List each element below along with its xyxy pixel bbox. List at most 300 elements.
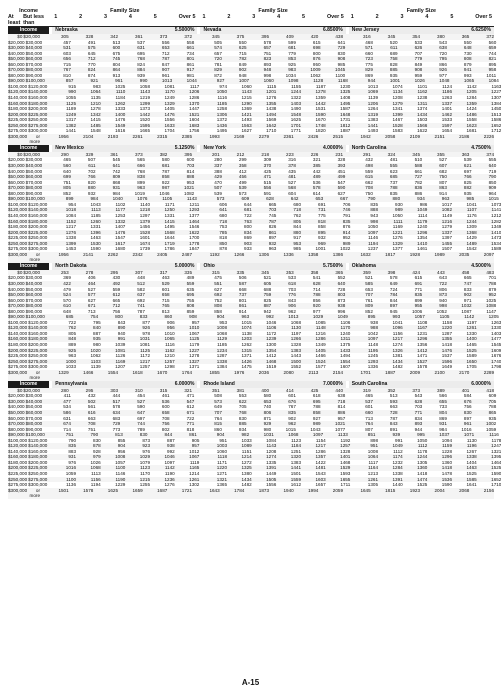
tax-cell: 1632 — [360, 251, 371, 257]
tax-cell: 573 — [238, 190, 247, 196]
tax-cell: 609 — [241, 196, 250, 202]
tax-cell: 351 — [212, 387, 220, 393]
tax-cell: 585 — [365, 280, 373, 286]
tax-cell: 808 — [214, 303, 222, 309]
tax-cell: 335 — [236, 269, 245, 275]
tax-cell: 825 — [263, 297, 272, 303]
tax-cell: 375 — [236, 34, 245, 39]
tax-cell: 950 — [312, 61, 321, 67]
tax-cell: 993 — [463, 72, 472, 78]
tax-cell: 882 — [463, 185, 472, 191]
tax-cell: 527 — [137, 398, 145, 404]
tax-cell: 751 — [263, 50, 272, 56]
tax-cell: 795 — [439, 56, 447, 62]
state-rate: 5.7500% — [322, 262, 343, 269]
tax-cell: 712 — [161, 50, 170, 56]
tax-cell: 1046 — [266, 319, 277, 325]
tax-cell: 935 — [463, 190, 472, 196]
tax-cell: 1244 — [417, 454, 428, 460]
tax-cell: 899 — [65, 196, 74, 202]
tax-cell: 958 — [488, 67, 497, 73]
tax-cell: 1641 — [466, 482, 477, 488]
tax-cell: 414 — [286, 387, 294, 393]
income-less-than: or more — [29, 487, 40, 499]
tax-cell: 1375 — [340, 341, 351, 347]
tax-cell: 737 — [238, 292, 247, 298]
income-less-than: $20,000 — [23, 387, 40, 393]
tax-cell: 1513 — [491, 111, 501, 117]
tax-cell: 465 — [63, 157, 71, 163]
income-at-least: $90,000 — [8, 78, 25, 84]
tax-cell: 558 — [186, 39, 195, 45]
tax-cell: 904 — [216, 432, 225, 438]
tax-cell: 1185 — [217, 100, 228, 106]
tax-cell: 935 — [488, 415, 497, 421]
tax-cell: 1156 — [392, 330, 403, 336]
tax-cell: 802 — [161, 426, 170, 432]
income-less-than: $30,000 — [25, 39, 43, 45]
income-at-least: $0 — [17, 151, 23, 157]
tax-cell: 953 — [293, 240, 302, 246]
tax-cell: 1002 — [486, 421, 497, 427]
block-header — [8, 145, 494, 152]
tax-cell: 1410 — [491, 229, 501, 235]
tax-cell: 1130 — [466, 437, 477, 443]
tax-cell: 505 — [214, 39, 222, 45]
tax-cell: 354 — [412, 34, 421, 39]
tax-cell: 856 — [312, 297, 321, 303]
tax-cell: 976 — [68, 459, 77, 465]
tax-cell: 398 — [387, 269, 396, 275]
tax-cell: 566 — [439, 393, 447, 399]
tax-cell: 278 — [85, 269, 94, 275]
tax-cell: 788 — [312, 404, 321, 410]
tax-cell: 1068 — [290, 319, 302, 325]
tax-cell: 1168 — [337, 78, 348, 84]
tax-cell: 491 — [87, 39, 96, 45]
tax-cell: 1087 — [461, 308, 472, 314]
tax-cell: 470 — [214, 179, 222, 185]
tax-cell: 667 — [340, 196, 348, 202]
tax-cell: 1031 — [139, 336, 151, 342]
tax-cell: 744 — [488, 50, 497, 56]
income-less-than: $180,000 — [28, 336, 48, 342]
tax-cell: 1652 — [491, 122, 501, 128]
income-label: Income — [8, 27, 49, 34]
tax-cell: 1114 — [417, 212, 428, 218]
tax-cell: 1359 — [466, 100, 477, 106]
tax-cell: 1142 — [466, 83, 477, 89]
tax-cell: 1700 — [189, 235, 200, 241]
tax-cell: 393 — [337, 163, 346, 169]
tax-cell: 1211 — [189, 201, 200, 207]
tax-cell: 1276 — [65, 229, 77, 235]
tax-cell: 989 — [312, 421, 321, 427]
tax-cell: 1179 — [417, 218, 428, 224]
tax-cell: 1100 — [335, 72, 346, 78]
tax-cell: 1521 — [189, 111, 200, 117]
tax-cell: 927 — [312, 415, 321, 421]
block-header — [8, 27, 494, 34]
tax-cell: 556 — [161, 39, 170, 45]
tax-cell: 906 — [288, 303, 296, 309]
tax-cell: 440 — [335, 387, 344, 393]
tax-cell: 820 — [87, 179, 96, 185]
tax-cell: 776 — [288, 292, 296, 298]
tax-cell: 1710 — [491, 482, 501, 488]
tax-cell: 977 — [439, 72, 447, 78]
income-header — [8, 8, 49, 26]
tax-cell: 324 — [387, 151, 396, 157]
tax-cell: 764 — [214, 415, 222, 421]
state-values — [195, 488, 343, 499]
state-values — [195, 252, 343, 263]
tax-cell: 1067 — [189, 454, 200, 460]
tax-cell: 1149 — [442, 212, 453, 218]
tax-cell: 1365 — [216, 482, 228, 488]
tax-cell: 668 — [238, 286, 247, 292]
income-at-least: $90,000 — [8, 432, 25, 438]
income-less-than: $60,000 — [25, 174, 43, 180]
tax-cell: 991 — [395, 437, 403, 443]
tax-cell: 895 — [488, 61, 497, 67]
tax-cell: 715 — [161, 297, 170, 303]
tax-cell: 1817 — [385, 251, 396, 257]
tax-cell: 406 — [87, 275, 96, 281]
tax-cell: 601 — [288, 393, 296, 399]
tax-cell: 874 — [87, 72, 96, 78]
tax-cell: 1401 — [441, 106, 453, 112]
tax-cell: 388 — [214, 168, 222, 174]
tax-cell: 1477 — [491, 336, 501, 342]
tax-cell: 1255 — [139, 482, 151, 488]
tax-cell: 823 — [263, 56, 272, 62]
tax-cell: 887 — [167, 437, 175, 443]
tax-cell: 1466 — [315, 353, 326, 359]
tax-cell: 1142 — [464, 314, 475, 320]
income-less-than: $275,000 — [28, 358, 48, 364]
tax-cell: 1391 — [266, 465, 277, 471]
tax-cell: 963 — [441, 196, 450, 202]
tax-cell: 1595 — [139, 122, 151, 128]
tax-cell: 1371 — [241, 353, 252, 359]
tax-cell: 1307 — [491, 95, 501, 101]
tax-cell: 1322 — [290, 95, 302, 101]
tax-cell: 834 — [414, 415, 423, 421]
tax-cell: 1501 — [290, 471, 302, 477]
tax-cell: 1625 — [107, 487, 119, 493]
state-name: South Carolina — [351, 380, 388, 387]
tax-cell: 697 — [137, 415, 145, 421]
income-at-least: $275,000 — [8, 246, 28, 252]
tax-cell: 1501 — [58, 487, 69, 493]
tax-cell: 773 — [112, 426, 121, 432]
tax-cell: 2058 — [385, 133, 396, 139]
tax-cell: 767 — [63, 67, 71, 73]
tax-cell: 1554 — [107, 369, 119, 375]
table-rows — [8, 34, 501, 145]
tax-cell: 1088 — [486, 303, 497, 309]
tax-cell: 1336 — [283, 251, 294, 257]
tax-cell: 844 — [293, 224, 302, 230]
tax-cell: 1250 — [164, 207, 175, 213]
tax-cell: 1309 — [466, 224, 477, 230]
tax-cell: 521 — [263, 275, 272, 281]
tax-cell: 851 — [367, 432, 376, 438]
size-label: 2 — [227, 14, 231, 20]
tax-cell: 1008 — [216, 325, 228, 331]
tax-cell: 1705 — [466, 364, 477, 370]
tax-cell: 1258 — [216, 106, 228, 112]
tax-cell: 580 — [263, 393, 272, 399]
tax-cell: 1126 — [115, 353, 126, 359]
tax-cell: 699 — [63, 174, 71, 180]
tax-cell: 1015 — [241, 319, 252, 325]
tax-cell: 649 — [214, 404, 222, 410]
tax-cell: 2170 — [459, 369, 470, 375]
tax-cell: 1293 — [367, 358, 379, 364]
tax-cell: 1403 — [290, 100, 302, 106]
tax-cell: 685 — [65, 314, 74, 320]
tax-cell: 1377 — [392, 246, 403, 252]
income-less-than: $90,000 — [25, 72, 43, 78]
tax-cell: 600 — [161, 404, 170, 410]
tax-cell: 2315 — [157, 133, 168, 139]
tax-cell: 1670 — [157, 369, 168, 375]
tax-cell: 643 — [439, 275, 447, 281]
income-at-least: $120,000 — [8, 443, 28, 449]
tax-cell: 1261 — [466, 325, 477, 331]
tax-cell: 784 — [389, 292, 398, 298]
tax-cell: 790 — [90, 432, 99, 438]
tax-cell: 756 — [112, 308, 121, 314]
tax-cell: 1264 — [367, 106, 379, 112]
income-less-than: $200,000 — [28, 224, 48, 230]
income-at-least: $225,000 — [8, 471, 28, 477]
tax-cell: 1429 — [466, 235, 477, 241]
tax-cell: 1221 — [392, 229, 403, 235]
tax-cell: 818 — [186, 426, 195, 432]
tax-cell: 1649 — [441, 364, 453, 370]
tax-cell: 1025 — [115, 83, 126, 89]
tax-cell: 1215 — [139, 476, 151, 482]
tax-cell: 328 — [337, 157, 346, 163]
tax-cell: 358 — [238, 163, 247, 169]
tax-cell: 752 — [214, 297, 222, 303]
tax-cell: 1201 — [266, 89, 277, 95]
income-less-than: $160,000 — [28, 212, 48, 218]
tax-cell: 1482 — [392, 364, 403, 370]
tax-cell: 1887 — [340, 128, 351, 134]
tax-cell: 775 — [318, 212, 326, 218]
tax-cell: 904 — [216, 314, 225, 320]
tax-cell: 1622 — [417, 128, 428, 134]
tax-cell: 1266 — [234, 251, 245, 257]
tax-cell: 939 — [392, 432, 401, 438]
tax-cell: 722 — [439, 280, 447, 286]
tax-cell: 489 — [312, 174, 321, 180]
tax-cell: 814 — [186, 168, 195, 174]
tax-cell: 586 — [63, 410, 71, 415]
tax-cell: 2226 — [483, 133, 495, 139]
tax-cell: 1190 — [164, 471, 175, 477]
tax-cell: 1276 — [164, 482, 175, 488]
tax-cell: 653 — [365, 286, 373, 292]
income-at-least: $180,000 — [8, 341, 28, 347]
income-at-least: $0 — [17, 34, 23, 39]
tax-cell: 513 — [389, 393, 398, 399]
tax-cell: 873 — [439, 292, 447, 298]
tax-cell: 1174 — [392, 454, 403, 460]
tax-cell: 1355 — [266, 100, 277, 106]
tax-cell: 917 — [293, 235, 302, 241]
tax-cell: 800 — [244, 224, 252, 230]
tax-cell: 1123 — [291, 437, 302, 443]
tax-cell: 744 — [137, 421, 145, 427]
tax-cell: 745 — [112, 56, 121, 62]
tax-cell: 1721 — [181, 487, 193, 493]
tax-cell: 1422 — [315, 459, 326, 465]
income-less-than: $50,000 — [25, 404, 43, 410]
tax-cell: 971 — [463, 297, 472, 303]
tax-cell: 1543 — [315, 471, 326, 477]
income-less-than: or more — [29, 369, 40, 381]
tax-cell: 601 — [365, 404, 373, 410]
tax-cell: 800 — [312, 50, 321, 56]
tax-cell: 1169 — [115, 358, 126, 364]
tax-cell: 1272 — [241, 459, 252, 465]
tax-cell: 1563 — [241, 122, 252, 128]
tax-cell: 722 — [186, 415, 195, 421]
tax-cell: 1143 — [266, 443, 277, 449]
tax-cell: 1993 — [209, 133, 220, 139]
size-label: 1 — [54, 14, 58, 20]
tax-cell: 1475 — [241, 364, 252, 370]
tax-cell: 1165 — [189, 465, 200, 471]
tax-cell: 887 — [93, 330, 101, 336]
tax-cell: 1124 — [442, 83, 453, 89]
tax-cell: 565 — [137, 157, 145, 163]
tax-cell: 1923 — [409, 487, 421, 493]
tax-cell: 378 — [288, 163, 296, 169]
income-label: Income — [8, 145, 49, 152]
tax-cell: 1103 — [90, 358, 101, 364]
tax-cell: 1536 — [441, 476, 453, 482]
tax-cell: 939 — [137, 72, 145, 78]
tax-cell: 1143 — [241, 89, 252, 95]
tax-cell: 310 — [135, 387, 143, 393]
tax-cell: 989 — [342, 240, 351, 246]
tax-cell: 1300 — [266, 341, 277, 347]
income-less-than: $120,000 — [28, 201, 48, 207]
tax-cell: 465 — [365, 393, 373, 399]
tax-cell: 655 — [439, 398, 447, 404]
tax-cell: 1587 — [340, 106, 351, 112]
tax-cell: 454 — [137, 393, 145, 399]
tax-cell: 590 — [137, 404, 145, 410]
tax-cell: 1015 — [285, 426, 296, 432]
tax-cell: 805 — [63, 185, 71, 191]
tax-cell: 580 — [161, 157, 170, 163]
family-size-label: Family Size — [258, 8, 288, 14]
tax-cell: 1355 — [441, 336, 453, 342]
tax-cell: 374 — [486, 151, 495, 157]
tax-cell: 755 — [186, 297, 195, 303]
tax-cell: 876 — [312, 56, 321, 62]
tax-cell: 906 — [167, 319, 175, 325]
tax-cell: 1461 — [417, 246, 428, 252]
tax-cell: 712 — [112, 303, 121, 309]
tax-cell: 1633 — [164, 122, 175, 128]
tax-cell: 927 — [216, 78, 225, 84]
state-header — [349, 263, 494, 270]
tax-cell: 761 — [365, 297, 373, 303]
tax-cell: 1116 — [217, 95, 228, 101]
table-row — [8, 370, 494, 381]
tax-cell: 409 — [286, 34, 294, 39]
income-at-least: $250,000 — [8, 358, 28, 364]
tax-cell: 1143 — [140, 89, 151, 95]
tax-cell: 1384 — [216, 364, 228, 370]
income-at-least: $20,000 — [8, 157, 25, 163]
income-less-than: $70,000 — [25, 297, 43, 303]
tax-cell: 1569 — [266, 117, 277, 123]
tax-cell: 1360 — [441, 459, 453, 465]
size-label: 1 — [202, 14, 206, 20]
tax-cell: 720 — [214, 56, 222, 62]
tax-cell: 555 — [488, 157, 497, 163]
tax-cell: 771 — [186, 421, 195, 427]
size-label: 1 — [350, 14, 354, 20]
tax-cell: 1139 — [368, 95, 379, 101]
tax-cell: 1148 — [368, 341, 379, 347]
tax-cell: 425 — [263, 168, 272, 174]
tax-cell: 931 — [112, 185, 121, 191]
tax-cell: 898 — [370, 437, 379, 443]
tax-cell: 358 — [310, 269, 319, 275]
state-values — [44, 370, 192, 381]
tax-cell: 641 — [112, 163, 121, 169]
tax-cell: 626 — [414, 45, 423, 51]
tax-cell: 750 — [365, 190, 373, 196]
tax-cell: 1287 — [216, 353, 228, 359]
tax-cell: 637 — [137, 292, 145, 298]
tax-cell: 944 — [414, 426, 423, 432]
tax-cell: 1650 — [466, 358, 477, 364]
tax-cell: 1105 — [439, 314, 450, 320]
tax-cell: 642 — [290, 196, 299, 202]
tax-cell: 1286 — [315, 448, 326, 454]
block-header — [8, 263, 494, 270]
tax-cell: 1537 — [441, 353, 453, 359]
tax-cell: 1217 — [139, 358, 151, 364]
tax-cell: 1177 — [115, 207, 126, 213]
tax-cell: 860 — [164, 314, 173, 320]
tax-cell: 1060 — [241, 83, 252, 89]
tax-cell: 1400 — [466, 336, 477, 342]
tax-cell: 729 — [337, 45, 346, 51]
tax-cell: 1325 — [340, 89, 351, 95]
tax-cell: 1529 — [340, 465, 351, 471]
tax-cell: 1503 — [417, 117, 428, 123]
tax-cell: 1325 — [241, 465, 252, 471]
tax-cell: 1440 — [392, 482, 403, 488]
tax-cell: 657 — [214, 50, 222, 56]
tax-cell: 665 — [112, 297, 121, 303]
tax-cell: 996 — [337, 308, 346, 314]
state-name: New Mexico — [55, 144, 84, 151]
tax-cell: 821 — [488, 56, 497, 62]
